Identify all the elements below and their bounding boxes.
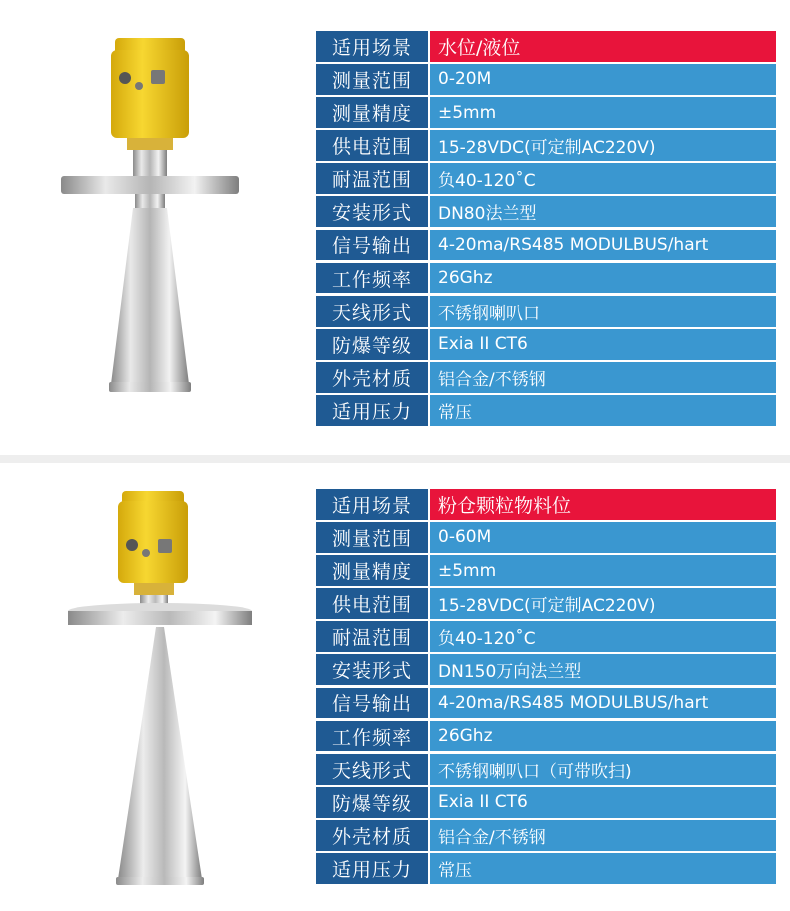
spec-value: 水位/液位: [430, 31, 776, 62]
spec-row-installation: [316, 654, 776, 685]
product-section-1: [0, 0, 790, 455]
spec-row-scenario: [316, 31, 776, 62]
spec-row-accuracy: [316, 555, 776, 586]
spec-key: 防爆等级: [316, 329, 428, 360]
spec-key: 工作频率: [316, 721, 428, 752]
spec-row-power: [316, 130, 776, 161]
spec-value: 粉仓颗粒物料位: [430, 489, 776, 520]
spec-key: 测量精度: [316, 97, 428, 128]
spec-value: 常压: [430, 395, 776, 426]
spec-table: [316, 31, 776, 426]
spec-row-signal: [316, 688, 776, 719]
spec-key: 供电范围: [316, 588, 428, 619]
spec-table: [316, 489, 776, 884]
spec-row-pressure: [316, 853, 776, 884]
radar-level-meter-drawing: [60, 487, 260, 897]
spec-row-scenario: [316, 489, 776, 520]
spec-key: 工作频率: [316, 263, 428, 294]
spec-row-range: [316, 64, 776, 95]
section-divider: [0, 455, 790, 463]
spec-row-installation: [316, 196, 776, 227]
spec-key: 安装形式: [316, 196, 428, 227]
spec-key: 适用压力: [316, 395, 428, 426]
spec-row-antenna: [316, 296, 776, 327]
spec-key: 测量范围: [316, 64, 428, 95]
spec-key: 适用场景: [316, 489, 428, 520]
spec-value: 4-20ma/RS485 MODULBUS/hart: [430, 230, 776, 261]
spec-value: 15-28VDC(可定制AC220V): [430, 130, 776, 161]
spec-key: 外壳材质: [316, 362, 428, 393]
spec-key: 供电范围: [316, 130, 428, 161]
spec-value: 26Ghz: [430, 263, 776, 294]
spec-value: 0-60M: [430, 522, 776, 553]
spec-value: 铝合金/不锈钢: [430, 820, 776, 851]
spec-row-temperature: [316, 163, 776, 194]
spec-key: 适用压力: [316, 853, 428, 884]
spec-value: ±5mm: [430, 555, 776, 586]
spec-key: 适用场景: [316, 31, 428, 62]
spec-key: 天线形式: [316, 754, 428, 785]
spec-key: 耐温范围: [316, 621, 428, 652]
spec-value: 不锈钢喇叭口（可带吹扫): [430, 754, 776, 785]
spec-value: Exia II CT6: [430, 329, 776, 360]
spec-key: 外壳材质: [316, 820, 428, 851]
spec-row-range: [316, 522, 776, 553]
spec-row-antenna: [316, 754, 776, 785]
spec-row-signal: [316, 230, 776, 261]
spec-row-frequency: [316, 263, 776, 294]
spec-value: 4-20ma/RS485 MODULBUS/hart: [430, 688, 776, 719]
spec-key: 信号输出: [316, 230, 428, 261]
radar-level-meter-drawing: [55, 30, 245, 430]
spec-value: 铝合金/不锈钢: [430, 362, 776, 393]
spec-value: DN150万向法兰型: [430, 654, 776, 685]
spec-key: 天线形式: [316, 296, 428, 327]
spec-row-temperature: [316, 621, 776, 652]
spec-value: 负40-120˚C: [430, 163, 776, 194]
spec-key: 测量精度: [316, 555, 428, 586]
spec-key: 防爆等级: [316, 787, 428, 818]
spec-value: DN80法兰型: [430, 196, 776, 227]
spec-row-power: [316, 588, 776, 619]
spec-value: 26Ghz: [430, 721, 776, 752]
radar-level-meter-image-1: [55, 30, 245, 430]
spec-key: 信号输出: [316, 688, 428, 719]
spec-key: 测量范围: [316, 522, 428, 553]
spec-key: 耐温范围: [316, 163, 428, 194]
spec-value: ±5mm: [430, 97, 776, 128]
spec-value: 不锈钢喇叭口: [430, 296, 776, 327]
spec-value: 0-20M: [430, 64, 776, 95]
spec-value: 常压: [430, 853, 776, 884]
spec-row-explosion-proof: [316, 787, 776, 818]
spec-row-housing-material: [316, 820, 776, 851]
spec-row-housing-material: [316, 362, 776, 393]
radar-level-meter-image-2: [60, 487, 260, 897]
spec-key: 安装形式: [316, 654, 428, 685]
spec-row-accuracy: [316, 97, 776, 128]
spec-value: 15-28VDC(可定制AC220V): [430, 588, 776, 619]
spec-value: 负40-120˚C: [430, 621, 776, 652]
spec-row-explosion-proof: [316, 329, 776, 360]
product-section-2: [0, 463, 790, 911]
spec-row-pressure: [316, 395, 776, 426]
spec-row-frequency: [316, 721, 776, 752]
spec-value: Exia II CT6: [430, 787, 776, 818]
